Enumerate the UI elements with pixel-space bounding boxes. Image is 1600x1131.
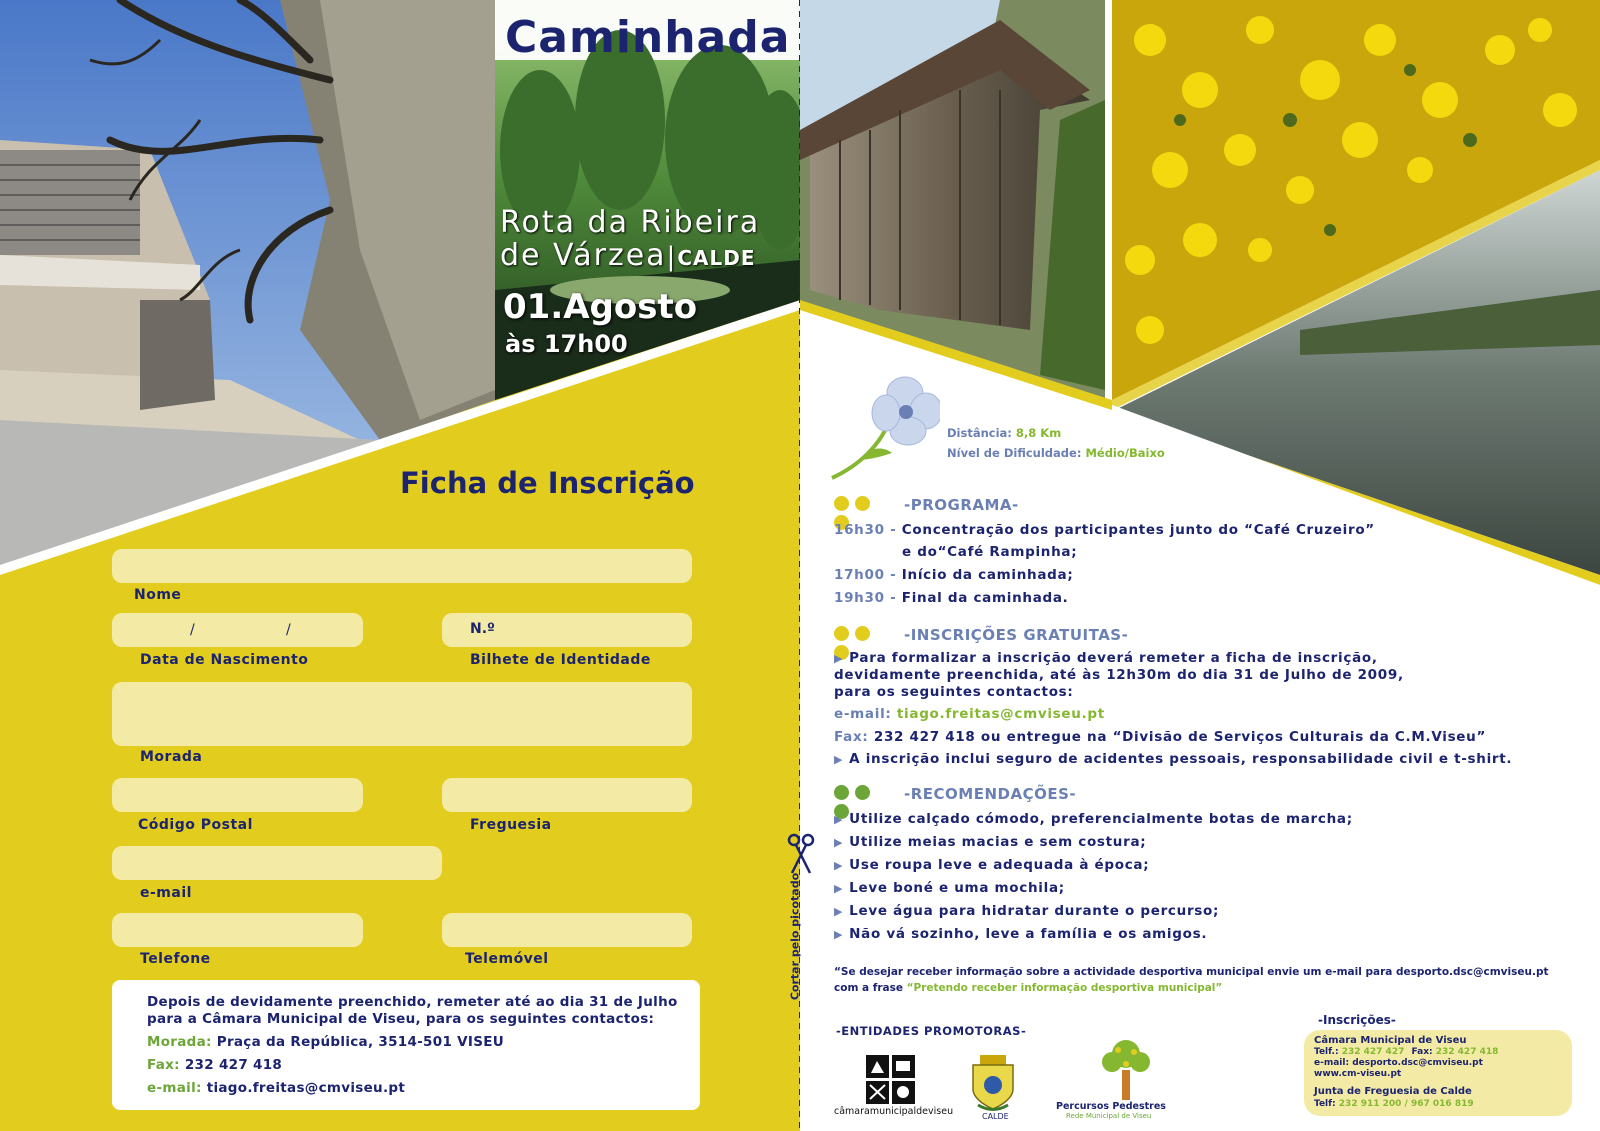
email-label: e-mail	[140, 885, 192, 901]
recomendacao-text-5: Leve água para hidratar durante o percurso;	[849, 903, 1220, 919]
footer-email-value: tiago.freitas@cmviseu.pt	[206, 1080, 406, 1096]
hero-time: às 17h00	[505, 330, 628, 358]
bi-field[interactable]	[442, 613, 692, 647]
contact-email: e-mail: desporto.dsc@cmviseu.pt	[1314, 1058, 1483, 1068]
footer-morada-value: Praça da República, 3514-501 VISEU	[216, 1034, 505, 1050]
inscricoes-email-value[interactable]: tiago.freitas@cmviseu.pt	[896, 706, 1105, 722]
newsletter-prefix: com a frase	[834, 982, 903, 994]
freguesia-label: Freguesia	[470, 817, 552, 833]
recomendacoes-dots-icon	[834, 785, 894, 801]
contact-telf	[1314, 1047, 1498, 1057]
bullet-arrow-icon: ▶	[834, 859, 844, 872]
inscricoes-insurance-text: A inscrição inclui seguro de acidentes pessoais, responsabilidade civil e t-shirt.	[849, 751, 1513, 767]
programa-dots-icon	[834, 496, 894, 512]
bi-label: Bilhete de Identidade	[470, 652, 651, 668]
newsletter-line2	[834, 982, 1222, 994]
nome-label: Nome	[134, 587, 182, 603]
inscricoes-fax-value: 232 427 418 ou entregue na “Divisão de Serviços Culturais da C.M.Viseu”	[873, 729, 1487, 745]
inscricoes-dots-icon	[834, 626, 894, 642]
contact-title: -Inscrições-	[1318, 1013, 1396, 1027]
hero-title: Caminhada	[505, 12, 791, 63]
bi-prefix: N.º	[470, 621, 495, 637]
route-separator: |	[666, 242, 678, 272]
inscricoes-line2: devidamente preenchida, até às 12h30m do dia 31 de Julho de 2009,	[834, 667, 1404, 683]
camara-viseu-name: câmaramunicipaldeviseu	[834, 1106, 954, 1117]
programa-text-3: Início da caminhada;	[901, 567, 1074, 583]
contact-fax-label: Fax:	[1411, 1047, 1433, 1057]
contact-telf2-label: Telf:	[1314, 1099, 1336, 1109]
recomendacao-text-2: Utilize meias macias e sem costura;	[849, 834, 1147, 850]
contact-telf-value: 232 427 427	[1341, 1047, 1405, 1057]
inscricoes-email-label: e-mail:	[834, 706, 892, 722]
recomendacao-item-4	[834, 880, 1065, 896]
recomendacao-item-3	[834, 857, 1149, 873]
bullet-arrow-icon: ▶	[834, 836, 844, 849]
programa-time-1: 16h30 -	[834, 522, 897, 538]
contact-web: www.cm-viseu.pt	[1314, 1069, 1402, 1079]
telemovel-field[interactable]	[442, 913, 692, 947]
programa-item-2	[902, 544, 1077, 560]
morada-label: Morada	[140, 749, 203, 765]
data-nascimento-label: Data de Nascimento	[140, 652, 309, 668]
date-separator-2: /	[286, 622, 291, 638]
distance-label: Distância:	[947, 426, 1012, 440]
route-line2-text: de Várzea	[500, 238, 667, 273]
programa-text-4: Final da caminhada.	[901, 590, 1069, 606]
programa-item-4	[834, 590, 1069, 606]
programa-text-2: e do“Café Rampinha;	[902, 544, 1078, 560]
inscricoes-line1	[834, 650, 1378, 666]
newsletter-line1: “Se desejar receber informação sobre a actividade desportiva municipal envie um e-mail para desporto.dsc@cmviseu.pt	[834, 966, 1549, 978]
percursos-sub: Rede Municipal de Viseu	[1066, 1112, 1152, 1120]
camara-viseu-logo-icon	[866, 1055, 916, 1105]
recomendacao-text-4: Leve boné e uma mochila;	[849, 880, 1065, 896]
percursos-name: Percursos Pedestres	[1056, 1101, 1166, 1112]
programa-text-1: Concentração dos participantes junto do “Café Cruzeiro”	[901, 522, 1375, 538]
recomendacao-text-1: Utilize calçado cómodo, preferencialmente botas de marcha;	[849, 811, 1353, 827]
bullet-arrow-icon: ▶	[834, 652, 844, 665]
recomendacao-item-2	[834, 834, 1146, 850]
telefone-label: Telefone	[140, 951, 211, 967]
freguesia-field[interactable]	[442, 778, 692, 812]
newsletter-quote: “Pretendo receber informação desportiva municipal”	[906, 982, 1223, 994]
programa-time-4: 19h30 -	[834, 590, 897, 606]
programa-time-3: 17h00 -	[834, 567, 897, 583]
codigo-postal-label: Código Postal	[138, 817, 253, 833]
codigo-postal-field[interactable]	[112, 778, 363, 812]
contact-box	[1304, 1030, 1572, 1116]
footer-email	[147, 1080, 405, 1096]
footer-fax	[147, 1057, 282, 1073]
programa-title: -PROGRAMA-	[904, 496, 1019, 514]
bullet-arrow-icon: ▶	[834, 928, 844, 941]
footer-line2: para a Câmara Municipal de Viseu, para os seguintes contactos:	[147, 1011, 655, 1027]
data-nascimento-field[interactable]	[112, 613, 363, 647]
morada-field[interactable]	[112, 682, 692, 746]
footer-morada-label: Morada:	[147, 1034, 212, 1050]
calde-crest-icon	[968, 1055, 1018, 1113]
form-title: Ficha de Inscrição	[400, 466, 695, 500]
recomendacao-item-1	[834, 811, 1353, 827]
inscricoes-email	[834, 706, 1105, 722]
programa-item-3	[834, 567, 1073, 583]
inscricoes-fax-label: Fax:	[834, 729, 869, 745]
bullet-arrow-icon: ▶	[834, 753, 844, 766]
contact-telf2	[1314, 1099, 1474, 1109]
promotoras-title: -ENTIDADES PROMOTORAS-	[836, 1024, 1027, 1038]
bullet-arrow-icon: ▶	[834, 905, 844, 918]
contact-telf-label: Telf.:	[1314, 1047, 1339, 1057]
date-separator-1: /	[190, 622, 195, 638]
footer-line1: Depois de devidamente preenchido, remeter até ao dia 31 de Julho	[147, 994, 678, 1010]
contact-org2: Junta de Freguesia de Calde	[1314, 1086, 1472, 1097]
bullet-arrow-icon: ▶	[834, 813, 844, 826]
route-line1: Rota da Ribeira	[500, 205, 761, 240]
inscricoes-fax	[834, 729, 1486, 745]
inscricoes-insurance	[834, 751, 1512, 767]
difficulty-info	[947, 446, 1165, 460]
cut-text: Cortar pelo picotado	[788, 872, 802, 1001]
nome-field[interactable]	[112, 549, 692, 583]
inscricoes-line1-text: Para formalizar a inscrição deverá remeter a ficha de inscrição,	[849, 650, 1378, 666]
telemovel-label: Telemóvel	[465, 951, 549, 967]
distance-value: 8,8 Km	[1015, 426, 1062, 440]
percursos-tree-icon	[1096, 1038, 1156, 1104]
footer-fax-value: 232 427 418	[184, 1057, 283, 1073]
route-line2	[500, 238, 755, 273]
programa-item-1	[834, 522, 1375, 538]
bullet-arrow-icon: ▶	[834, 882, 844, 895]
contact-telf2-value: 232 911 200 / 967 016 819	[1338, 1099, 1474, 1109]
difficulty-value: Médio/Baixo	[1085, 446, 1165, 460]
inscricoes-line3: para os seguintes contactos:	[834, 684, 1074, 700]
difficulty-label: Nível de Dificuldade:	[947, 446, 1082, 460]
inscricoes-title: -INSCRIÇÕES GRATUITAS-	[904, 626, 1129, 644]
footer-fax-label: Fax:	[147, 1057, 180, 1073]
form-footer-box	[112, 980, 700, 1110]
calde-name: CALDE	[982, 1112, 1009, 1121]
hero-date: 01.Agosto	[503, 287, 698, 327]
recomendacao-text-3: Use roupa leve e adequada à época;	[849, 857, 1150, 873]
contact-fax-value: 232 427 418	[1435, 1047, 1499, 1057]
recomendacao-item-5	[834, 903, 1219, 919]
telefone-field[interactable]	[112, 913, 363, 947]
recomendacao-text-6: Não vá sozinho, leve a família e os amigos.	[849, 926, 1208, 942]
footer-email-label: e-mail:	[147, 1080, 202, 1096]
distance-info	[947, 426, 1061, 440]
recomendacoes-title: -RECOMENDAÇÕES-	[904, 785, 1077, 803]
footer-morada	[147, 1034, 504, 1050]
flower-icon	[830, 375, 940, 485]
recomendacao-item-6	[834, 926, 1207, 942]
contact-org1: Câmara Municipal de Viseu	[1314, 1035, 1467, 1046]
route-place: CALDE	[677, 246, 756, 270]
email-field[interactable]	[112, 846, 442, 880]
